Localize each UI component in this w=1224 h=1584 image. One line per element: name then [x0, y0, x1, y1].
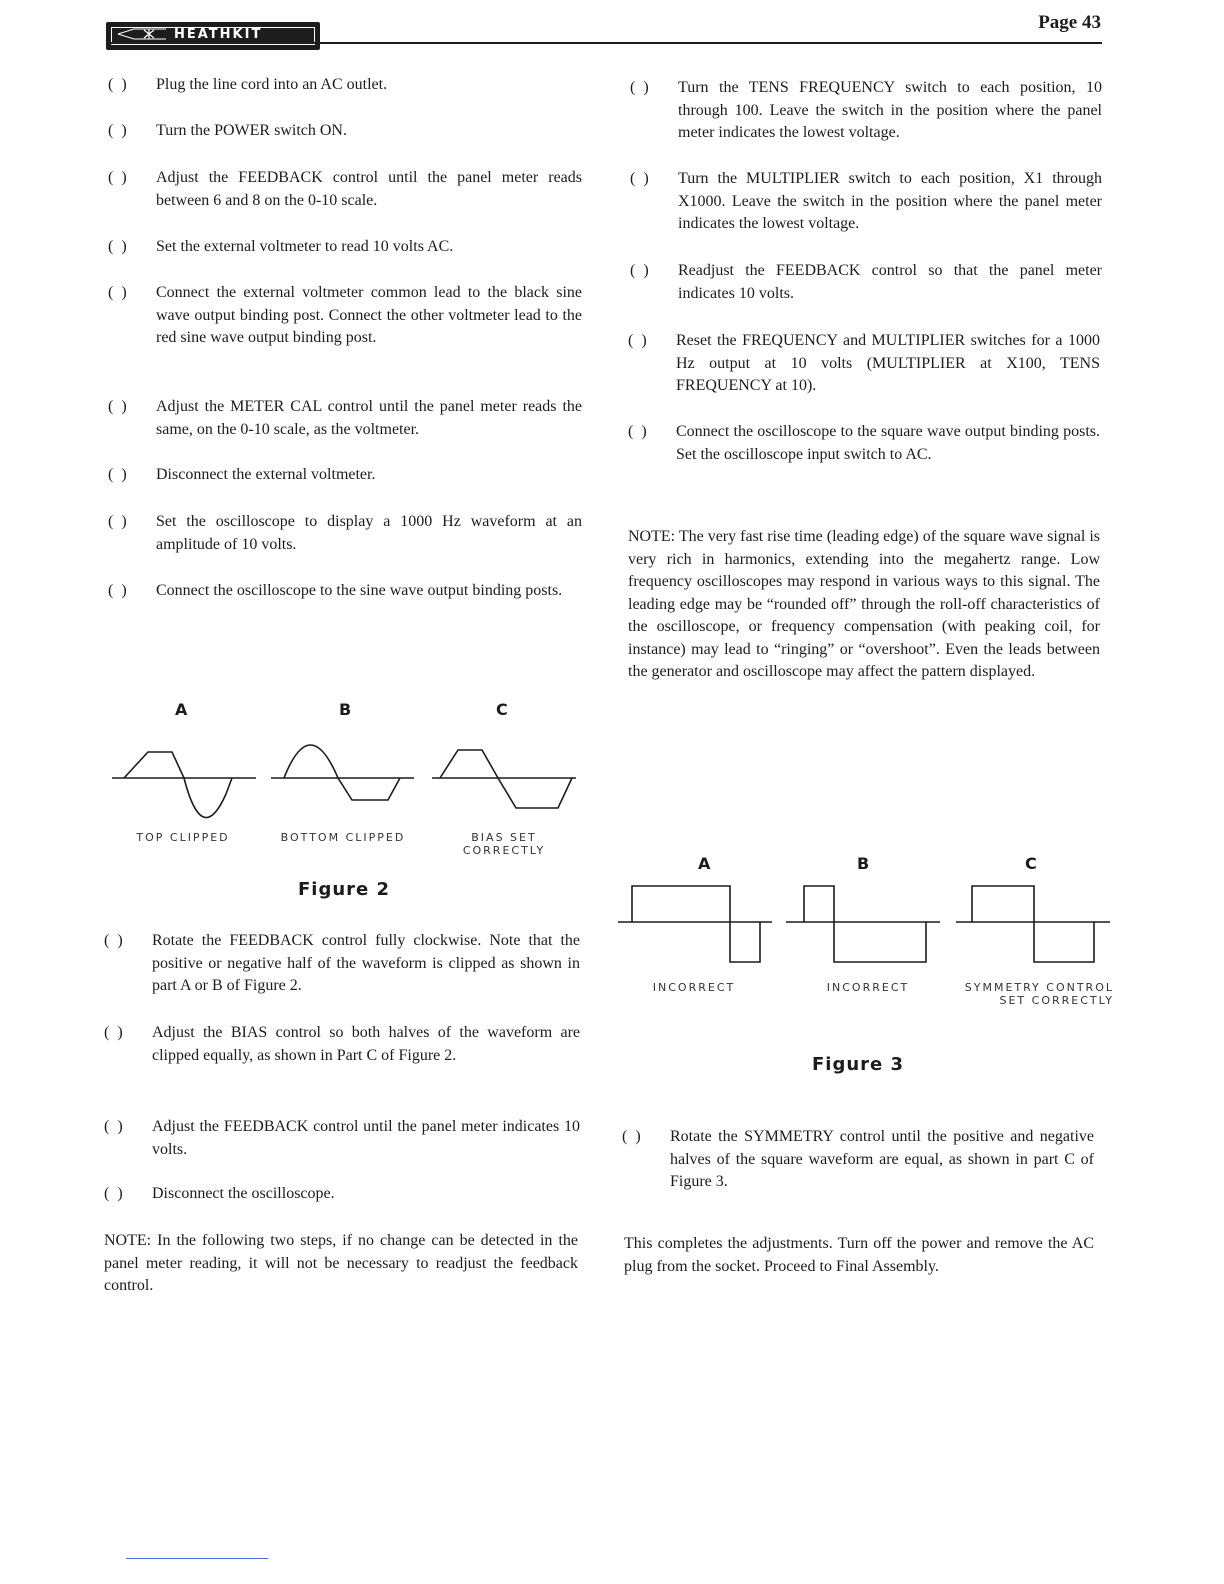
waveform-top-clipped: [112, 752, 256, 818]
waveform-bias-correct: [432, 750, 576, 808]
step-text: Adjust the FEEDBACK control until the panel meter reads between 6 and 8 on the 0-10 scale.: [156, 169, 582, 209]
checklist-step: [108, 74, 582, 97]
checklist-step: [630, 260, 1102, 305]
figure2-caption-a: TOP CLIPPED: [136, 831, 230, 844]
step-checkbox[interactable]: ( ): [108, 466, 127, 483]
step-checkbox[interactable]: ( ): [630, 170, 649, 187]
right-note: NOTE: The very fast rise time (leading edge) of the square wave signal is very rich in harmonics, extending into the megahertz range. Low frequency oscilloscopes may respond in various ways to this signal. The leading edge may be “rounded off” through the roll-off characteristics of the oscilloscope, or frequency compensation (with peaking coil, for instance) may lead to “ringing” or “overshoot”. Even the leads between the generator and oscilloscope may affect the pattern displayed.: [628, 528, 1100, 680]
step-checkbox[interactable]: ( ): [104, 1118, 123, 1135]
step-checkbox[interactable]: ( ): [630, 79, 649, 96]
step-checkbox[interactable]: ( ): [628, 332, 647, 349]
step-text: Turn the POWER switch ON.: [156, 122, 347, 139]
step-checkbox[interactable]: ( ): [630, 262, 649, 279]
step-text: Readjust the FEEDBACK control so that the panel meter indicates 10 volts.: [678, 262, 1102, 302]
step-text: Set the oscilloscope to display a 1000 Hz waveform at an amplitude of 10 volts.: [156, 513, 582, 553]
step-text: Disconnect the external voltmeter.: [156, 466, 376, 483]
figure3-waveforms: [614, 878, 1114, 970]
checklist-step: [108, 167, 582, 212]
checklist-step: [630, 168, 1102, 236]
step-checkbox[interactable]: ( ): [108, 398, 127, 415]
header-rule: [106, 42, 1102, 44]
step-text: Reset the FREQUENCY and MULTIPLIER switches for a 1000 Hz output at 10 volts (MULTIPLIER at X100, TENS FREQUENCY at 10).: [676, 332, 1100, 394]
step-text: Set the external voltmeter to read 10 volts AC.: [156, 238, 454, 255]
figure3-caption-c: SYMMETRY CONTROL SET CORRECTLY: [964, 981, 1114, 1007]
figure2-caption-b: BOTTOM CLIPPED: [280, 831, 406, 844]
step-text: Disconnect the oscilloscope.: [152, 1185, 335, 1202]
checklist-step: [108, 464, 582, 487]
step-checkbox[interactable]: ( ): [108, 169, 127, 186]
step-checkbox[interactable]: ( ): [108, 582, 127, 599]
step-checkbox[interactable]: ( ): [108, 238, 127, 255]
figure3-label-a: A: [698, 854, 711, 873]
checklist-step: [108, 236, 582, 259]
square-wave-a: [618, 886, 772, 962]
figure3-label-b: B: [857, 854, 870, 873]
figure3-title: Figure 3: [812, 1054, 905, 1075]
figure2-caption-c: BIAS SET CORRECTLY: [462, 831, 546, 857]
figure3-caption-b: INCORRECT: [826, 981, 910, 994]
square-wave-c: [956, 886, 1110, 962]
logo-emblem-icon: [116, 27, 168, 41]
checklist-step: [108, 580, 582, 603]
step-text: Connect the oscilloscope to the square wave output binding posts. Set the oscilloscope input switch to AC.: [676, 423, 1100, 463]
step-checkbox[interactable]: ( ): [108, 122, 127, 139]
figure2-title: Figure 2: [298, 879, 391, 900]
step-text: Turn the MULTIPLIER switch to each position, X1 through X1000. Leave the switch in the position where the panel meter indicates the lowest voltage.: [678, 170, 1102, 232]
checklist-step: [108, 282, 582, 350]
figure2-label-b: B: [339, 700, 352, 719]
checklist-step: [108, 396, 582, 441]
step-checkbox[interactable]: ( ): [108, 513, 127, 530]
step-checkbox[interactable]: ( ): [622, 1128, 641, 1145]
checklist-step: [622, 1126, 1094, 1194]
step-checkbox[interactable]: ( ): [108, 76, 127, 93]
step-checkbox[interactable]: ( ): [104, 932, 123, 949]
checklist-step: [628, 421, 1100, 466]
checklist-step: [104, 1022, 580, 1067]
figure2-waveforms: [106, 730, 586, 820]
step-text: Rotate the FEEDBACK control fully clockwise. Note that the positive or negative half of the waveform is clipped as shown in part A or B of Figure 2.: [152, 932, 580, 994]
figure2-label-a: A: [175, 700, 188, 719]
left-note: NOTE: In the following two steps, if no change can be detected in the panel meter reading, it will not be necessary to readjust the feedback control.: [104, 1232, 578, 1294]
step-text: Adjust the FEEDBACK control until the panel meter indicates 10 volts.: [152, 1118, 580, 1158]
step-text: Adjust the BIAS control so both halves of the waveform are clipped equally, as shown in Part C of Figure 2.: [152, 1024, 580, 1064]
checklist-step: [104, 930, 580, 998]
checklist-step: [108, 120, 582, 143]
step-text: Adjust the METER CAL control until the panel meter reads the same, on the 0-10 scale, as the voltmeter.: [156, 398, 582, 438]
checklist-step: [108, 511, 582, 556]
figure3-caption-a: INCORRECT: [652, 981, 736, 994]
step-text: Plug the line cord into an AC outlet.: [156, 76, 388, 93]
heathkit-logo: [106, 22, 320, 50]
figure2-label-c: C: [496, 700, 508, 719]
step-text: Turn the TENS FREQUENCY switch to each position, 10 through 100. Leave the switch in the position where the panel meter indicates the lowest voltage.: [678, 79, 1102, 141]
step-text: Rotate the SYMMETRY control until the positive and negative halves of the square waveform are equal, as shown in part C of Figure 3.: [670, 1128, 1094, 1190]
figure3-label-c: C: [1025, 854, 1037, 873]
checklist-step: [630, 77, 1102, 145]
step-text: Connect the oscilloscope to the sine wave output binding posts.: [156, 582, 563, 599]
checklist-step: [628, 330, 1100, 398]
footer-rule: [126, 1558, 268, 1559]
checklist-step: [104, 1116, 580, 1161]
checklist-step: [104, 1183, 580, 1206]
closing-paragraph: This completes the adjustments. Turn off the power and remove the AC plug from the socket. Proceed to Final Assembly.: [624, 1235, 1094, 1275]
step-checkbox[interactable]: ( ): [628, 423, 647, 440]
waveform-bottom-clipped: [271, 745, 414, 800]
step-checkbox[interactable]: ( ): [104, 1185, 123, 1202]
square-wave-b: [786, 886, 940, 962]
step-text: Connect the external voltmeter common lead to the black sine wave output binding post. Connect the other voltmeter lead to the red sine wave output binding post.: [156, 284, 582, 346]
step-checkbox[interactable]: ( ): [108, 284, 127, 301]
brand-name: HEATHKIT: [174, 27, 263, 42]
page-number: Page 43: [1038, 12, 1101, 33]
step-checkbox[interactable]: ( ): [104, 1024, 123, 1041]
